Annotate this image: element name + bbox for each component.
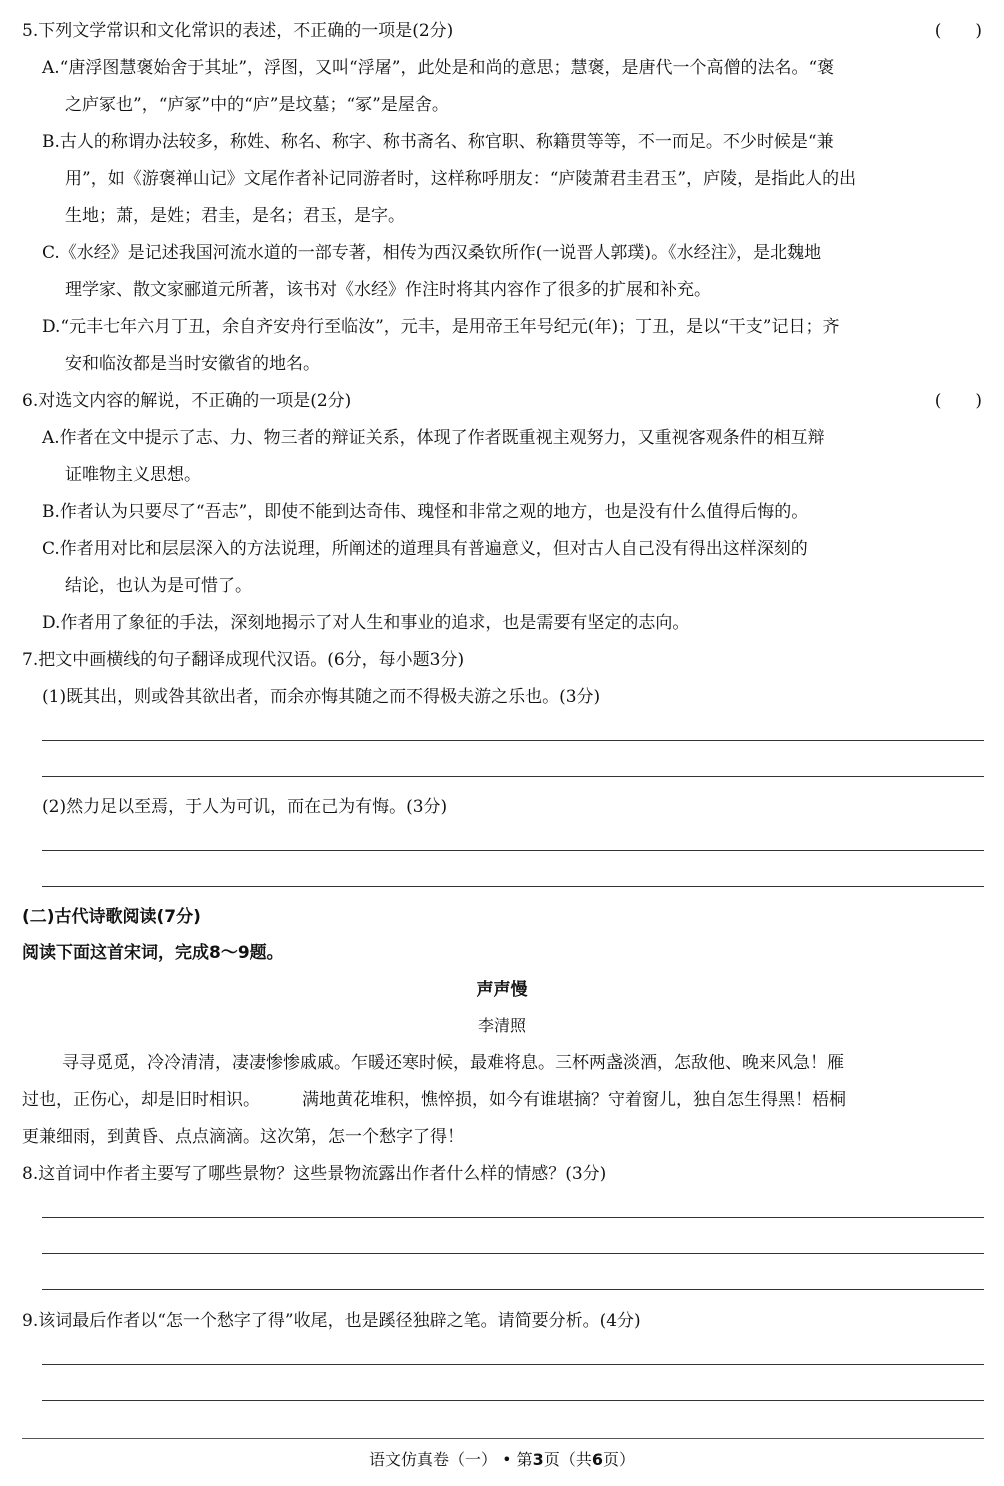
q8-answer-line-2[interactable] — [42, 1253, 984, 1254]
footer-dot: • — [502, 1450, 512, 1469]
q7-sub2: (2)然力足以至焉，于人为可讥，而在己为有悔。(3分) — [42, 797, 448, 817]
q5-option-b-line1: B.古人的称谓办法较多，称姓、称名、称字、称书斋名、称官职、称籍贯等等，不一而足。不少时候是“兼 — [42, 132, 834, 152]
q6-option-d-line1: D.作者用了象征的手法，深刻地揭示了对人生和事业的追求，也是需要有坚定的志向。 — [42, 613, 690, 633]
poem-line-2a-text: 过也，正伤心，却是旧时相识。 — [22, 1090, 260, 1110]
q7-sub1-answer-line-2[interactable] — [42, 776, 984, 777]
q7-sub1-answer-line-1[interactable] — [42, 740, 984, 741]
q5-option-c-line1: C.《水经》是记述我国河流水道的一部专著，相传为西汉桑钦所作(一说晋人郭璞)。《水经注》，是北魏地 — [42, 243, 822, 263]
footer-total-pages: 6 — [591, 1450, 603, 1469]
q8-answer-line-3[interactable] — [42, 1289, 984, 1290]
q5-option-d-line2: 安和临汝都是当时安徽省的地名。 — [65, 354, 320, 374]
question-5-stem: 5.下列文学常识和文化常识的表述，不正确的一项是(2分) — [22, 21, 454, 41]
q6-option-c-line2: 结论，也认为是可惜了。 — [65, 576, 252, 596]
q6-option-c-line1: C.作者用对比和层层深入的方法说理，所阐述的道理具有普遍意义，但对古人自己没有得出这样深刻的 — [42, 539, 808, 559]
q5-option-d-line1: D.“元丰七年六月丁丑，余自齐安舟行至临汝”，元丰，是用帝王年号纪元(年)；丁丑，是以“干支”记日；齐 — [42, 317, 840, 337]
question-6-answer-paren[interactable]: ( ) — [934, 391, 982, 411]
poem-line-1 — [22, 1048, 1004, 1073]
poem-line-2 — [22, 1085, 1004, 1110]
footer-page-pre: 第 — [516, 1450, 533, 1469]
q6-option-a-line2: 证唯物主义思想。 — [65, 465, 201, 485]
footer-divider — [22, 1438, 984, 1439]
poem-line-3: 更兼细雨，到黄昏、点点滴滴。这次第，怎一个愁字了得！ — [22, 1127, 464, 1147]
question-5-answer-paren[interactable]: ( ) — [934, 21, 982, 41]
q5-option-c-line2: 理学家、散文家郦道元所著，该书对《水经》作注时将其内容作了很多的扩展和补充。 — [65, 280, 711, 300]
poem-line-2b-text: 满地黄花堆积，憔悴损，如今有谁堪摘？守着窗儿，独自怎生得黑！梧桐 — [302, 1090, 846, 1110]
poem-line-1-text: 寻寻觅觅，冷冷清清，凄凄惨惨戚戚。乍暖还寒时候，最难将息。三杯两盏淡酒，怎敌他、晚来风急！雁 — [62, 1053, 844, 1073]
question-9-stem: 9.该词最后作者以“怎一个愁字了得”收尾，也是蹊径独辟之笔。请简要分析。(4分) — [22, 1311, 641, 1331]
section-heading: (二)古代诗歌阅读(7分) — [22, 907, 201, 927]
poem-title: 声声慢 — [476, 980, 528, 1000]
q5-option-a-line2: 之庐冢也”，“庐冢”中的“庐”是坟墓；“冢”是屋舍。 — [65, 95, 449, 115]
footer-page-post: 页） — [602, 1450, 635, 1469]
q7-sub1: (1)既其出，则或咎其欲出者，而余亦悔其随之而不得极夫游之乐也。(3分) — [42, 687, 601, 707]
q5-option-b-line2: 用”，如《游褒禅山记》文尾作者补记同游者时，这样称呼朋友：“庐陵萧君圭君玉”，庐陵，是指此人的出 — [65, 169, 857, 189]
q8-answer-line-1[interactable] — [42, 1217, 984, 1218]
question-6-stem: 6.对选文内容的解说，不正确的一项是(2分) — [22, 391, 352, 411]
section-instruction: 阅读下面这首宋词，完成8～9题。 — [22, 943, 284, 963]
question-8-stem: 8.这首词中作者主要写了哪些景物？这些景物流露出作者什么样的情感？(3分) — [22, 1164, 607, 1184]
q6-option-b-line1: B.作者认为只要尽了“吾志”，即使不能到达奇伟、瑰怪和非常之观的地方，也是没有什么值得后悔的。 — [42, 502, 809, 522]
q9-answer-line-1[interactable] — [42, 1364, 984, 1365]
q7-sub2-answer-line-1[interactable] — [42, 850, 984, 851]
page-footer — [0, 1447, 1004, 1470]
poem-author: 李清照 — [477, 1016, 526, 1035]
q5-option-a-line1: A.“唐浮图慧褒始舍于其址”，浮图，又叫“浮屠”，此处是和尚的意思；慧褒，是唐代一个高僧的法名。“褒 — [42, 58, 835, 78]
footer-page-number: 3 — [532, 1450, 544, 1469]
footer-exam-name: 语文仿真卷（一） — [369, 1450, 498, 1469]
question-7-stem: 7.把文中画横线的句子翻译成现代汉语。(6分，每小题3分) — [22, 650, 465, 670]
q9-answer-line-2[interactable] — [42, 1400, 984, 1401]
q5-option-b-line3: 生地；萧，是姓；君圭，是名；君玉，是字。 — [65, 206, 405, 226]
q6-option-a-line1: A.作者在文中提示了志、力、物三者的辩证关系，体现了作者既重视主观努力，又重视客观条件的相互辩 — [42, 428, 825, 448]
footer-page-mid: 页（共 — [543, 1450, 592, 1469]
q7-sub2-answer-line-2[interactable] — [42, 886, 984, 887]
